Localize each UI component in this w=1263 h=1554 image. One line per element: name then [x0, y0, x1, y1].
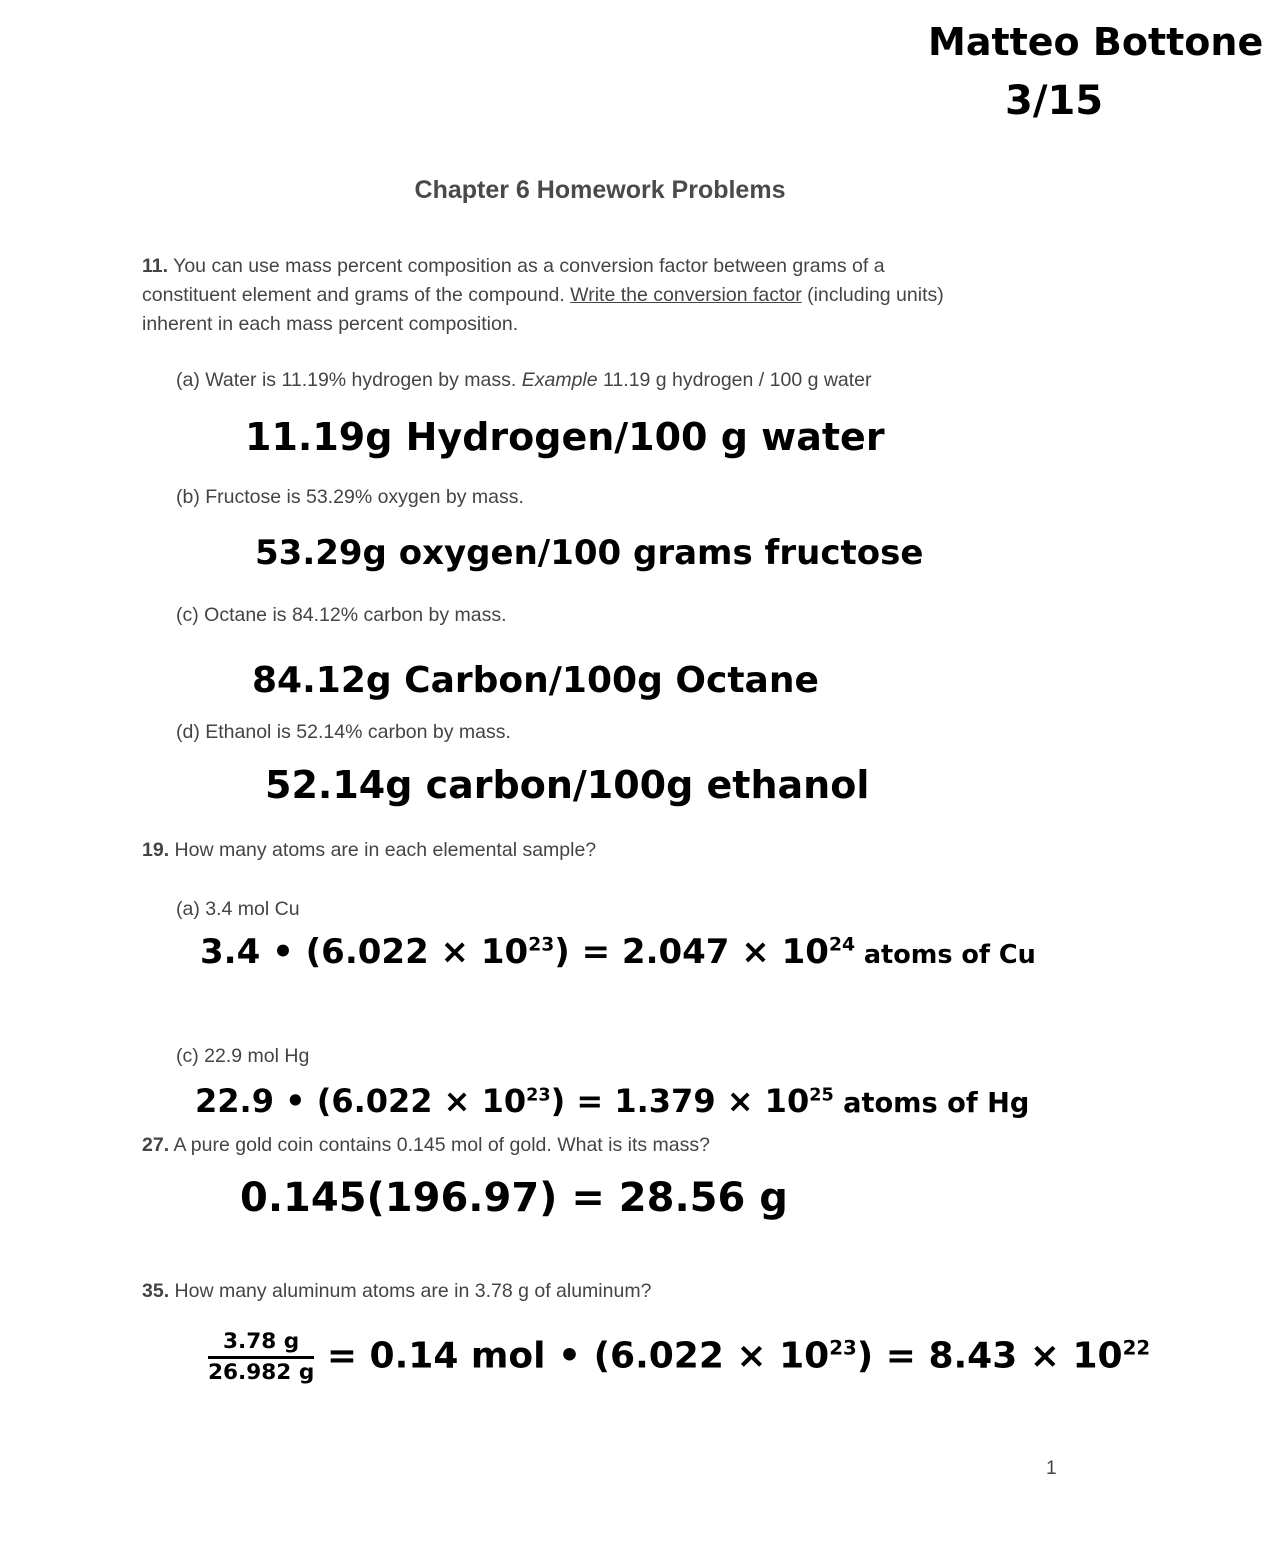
- question-text: How many atoms are in each elemental sample?: [174, 839, 597, 861]
- question-text: You can use mass percent composition as a conversion factor between grams of a: [173, 255, 885, 277]
- fraction-numerator: 3.78 g: [208, 1330, 314, 1359]
- question-text: constituent element and grams of the compound.: [142, 284, 571, 306]
- question-11-line1: [142, 252, 944, 281]
- date: 3/15: [1005, 78, 1104, 124]
- answer-11a: 11.19g Hydrogen/100 g water: [245, 415, 885, 459]
- answer-text: ) = 2.047 × 10: [554, 932, 829, 972]
- prompt-text: (a) Water is 11.19% hydrogen by mass.: [176, 369, 522, 391]
- student-name: Matteo Bottone: [928, 20, 1263, 64]
- question-11d-prompt: (d) Ethanol is 52.14% carbon by mass.: [176, 721, 511, 743]
- answer-text: ) = 1.379 × 10: [550, 1082, 810, 1120]
- exponent: 23: [528, 934, 555, 956]
- answer-text: = 0.14 mol • (6.022 × 10: [326, 1335, 830, 1377]
- fraction: [208, 1330, 314, 1385]
- answer-text: 3.4 • (6.022 × 10: [200, 932, 529, 972]
- question-number: 27.: [142, 1134, 170, 1156]
- question-11: [142, 252, 944, 339]
- exponent: 25: [809, 1085, 834, 1106]
- exponent: 23: [526, 1085, 551, 1106]
- question-text: A pure gold coin contains 0.145 mol of gold. What is its mass?: [173, 1134, 710, 1156]
- question-number: 11.: [142, 255, 169, 277]
- answer-text: ) = 8.43 × 10: [856, 1335, 1123, 1377]
- answer-19a: [200, 932, 1036, 972]
- question-27: [142, 1134, 710, 1157]
- exponent: 24: [828, 934, 855, 956]
- answer-27: 0.145(196.97) = 28.56 g: [240, 1175, 788, 1221]
- underlined-instruction: Write the conversion factor: [570, 284, 802, 306]
- answer-19c: [195, 1082, 1029, 1120]
- fraction-denominator: 26.982 g: [208, 1359, 315, 1385]
- question-11-line2: [142, 281, 944, 310]
- question-11c-prompt: (c) Octane is 84.12% carbon by mass.: [176, 604, 507, 626]
- question-19c-prompt: (c) 22.9 mol Hg: [176, 1045, 310, 1067]
- question-11a-prompt: [176, 369, 872, 392]
- question-number: 19.: [142, 839, 170, 861]
- answer-35: [208, 1330, 1150, 1385]
- example-text: 11.19 g hydrogen / 100 g water: [597, 369, 872, 391]
- question-11b-prompt: (b) Fructose is 53.29% oxygen by mass.: [176, 486, 524, 508]
- answer-11d: 52.14g carbon/100g ethanol: [265, 763, 870, 807]
- exponent: 22: [1122, 1336, 1151, 1360]
- question-number: 35.: [142, 1280, 170, 1302]
- question-19a-prompt: (a) 3.4 mol Cu: [176, 898, 300, 920]
- page-title: Chapter 6 Homework Problems: [414, 176, 786, 204]
- answer-text: atoms of Hg: [833, 1088, 1030, 1119]
- answer-text: 22.9 • (6.022 × 10: [195, 1082, 527, 1120]
- answer-11c: 84.12g Carbon/100g Octane: [252, 660, 819, 701]
- exponent: 23: [829, 1336, 857, 1360]
- question-35: [142, 1280, 651, 1303]
- question-19: [142, 839, 596, 862]
- question-text: How many aluminum atoms are in 3.78 g of aluminum?: [174, 1280, 652, 1302]
- answer-11b: 53.29g oxygen/100 grams fructose: [255, 533, 924, 573]
- question-text: (including units): [801, 284, 944, 306]
- page-number: 1: [1046, 1458, 1057, 1479]
- example-label: Example: [521, 369, 598, 391]
- answer-text: atoms of Cu: [854, 940, 1036, 970]
- question-11-line3: inherent in each mass percent composition.: [142, 313, 519, 335]
